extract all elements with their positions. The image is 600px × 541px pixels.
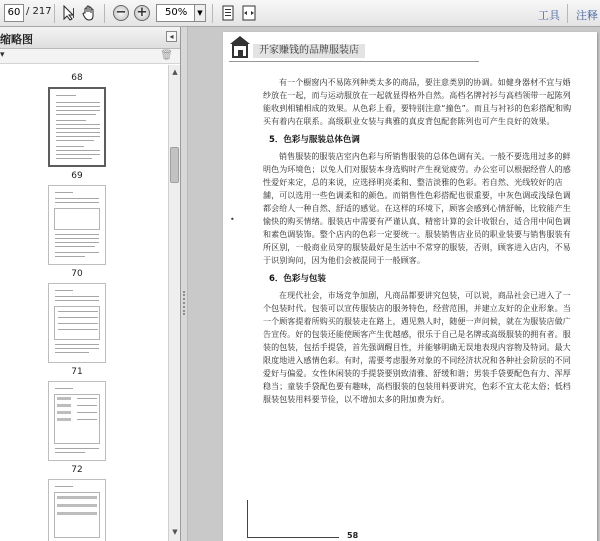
thumbnail-label: 68 [71,73,83,83]
margin-mark: • [230,215,235,224]
section-heading: 6．色彩与包装 [269,274,326,284]
paragraph: 在现代社会，市场竞争加剧，凡商品都要讲究包装，可以说，商品社会已进入了一个包装时代。包装可以宣传服装店的服务特色，经营范围，并建立友好的企业形象。当一个顾客提着所购买的服装走在路上，遇见熟人时，随便一声问候，就在为服装店做广告宣传。好的包装还能使顾客产生优越感，很乐于自己是名牌或高级服装的拥有者。服装的包装，包括手提袋，首先强调醒目性，并能够明确无误地表现内容物及特词。最大限度地进入感情色彩。有时，需要考虑服务对象的不同经济状况和各种社会阶层的不同爱好与偏爱。女性休闲装的手提袋要别致清雅、舒缓和谐；男装手袋要配色有力、浑厚稳当；童装手袋配色要有趣味，高档服装的包装用料要讲究，色彩不宜太花太俗；低档服装包装用料要节俭，以不增加太多的附加费为好。 [263,291,571,404]
document-page [223,32,597,541]
zoom-dropdown-toggle[interactable]: ▼ [194,4,206,22]
thumbnail-page-70[interactable] [48,185,106,265]
panel-splitter[interactable] [181,27,188,541]
panel-header [0,27,180,49]
thumbnail-label: 69 [71,171,83,181]
zoom-out-button[interactable] [112,4,130,22]
header-rule [229,61,479,62]
thumbnail-page-71[interactable] [48,283,106,363]
paragraph: 销售服装的服装店室内色彩与所销售服装的总体色调有关。一般不要选用过多的鲜明色为环境色；以兔人们对服装本身选购时产生视觉疲劳。办公室可以根据经营人的感性爱好来定，总的来说，应选择明亮柔和、整洁淡雅的色彩。若自然、光线较好的店舖，可以选用一些色调柔和的颜色。而销售性色彩搭配也很重要，中灰色调或浅绿色调都会给人一种自然、舒适的感觉。在这样的环境下，顾客会感到心情舒畅，比较能产生愉快的购买情绪。服装店中需要有严谨认真、精密计算的会计收银台，适合用中间色调和素色调装饰。整个店内的色彩一定要统一。服装销售店业员的职业装要与销售服装有所区别，一般商业员穿的服装最好是生活中不常穿的服装，否则，顾客进入店内，不易于识别询问，因为他们会被混同于一般顾客。 [263,152,571,265]
footer-rule [247,537,339,538]
thumbnail-page-69[interactable] [48,87,106,167]
tools-button[interactable]: 工具 [538,9,560,22]
section-heading: 5．色彩与服装总体色调 [269,135,360,145]
minus-icon: − [113,5,129,21]
thumbnail-label: 71 [71,367,83,377]
zoom-in-button[interactable] [133,4,151,22]
plus-icon: + [134,5,150,21]
thumbnail-list [0,65,168,541]
page-number: 58 [347,531,359,540]
paragraph: 有一个橱窗内不易陈列种类太多的商品，要注意类别的协调。如健身器材不宜与婚纱放在一起，而与运动服放在一起就显得格外自然。高档名牌衬衫与高档领带一起陈列能收到相辅相成的效果。从色彩上看，要特别注意“撞色”。而且与衬衫的色彩搭配和购买有着内在联系。高级职业女装与典雅的真皮背包配套陈列也可产生良好的效果。 [263,78,572,126]
panel-options-bar [0,49,180,64]
panel-collapse-button[interactable]: ◂ [166,31,177,42]
thumbnail-label: 70 [71,269,83,279]
footer-rule [247,500,248,538]
select-cursor-icon[interactable] [60,4,78,22]
scroll-down-icon[interactable]: ▼ [172,528,178,536]
toolbar-divider [212,4,213,23]
page-total-label: / 217 [26,6,52,17]
options-dropdown-icon[interactable]: ▾ [0,50,5,60]
thumbnail-scrollbar[interactable] [168,65,180,541]
storefront-logo-icon [229,36,251,62]
toolbar-divider [104,4,105,23]
fit-width-icon[interactable] [240,4,258,22]
thumbnail-page-72[interactable] [48,381,106,461]
page-body [263,76,573,406]
scrollbar-thumb[interactable] [170,147,179,183]
hand-tool-icon[interactable] [80,4,98,22]
running-header: 开家赚钱的品牌服装店 [253,44,365,58]
document-view[interactable] [189,27,600,541]
toolbar-divider [567,4,568,23]
trash-icon[interactable]: 🗑 [160,50,173,61]
fit-page-icon[interactable] [219,4,237,22]
page-number-input[interactable]: 60 [4,4,24,22]
panel-title: 缩略图 [0,33,33,46]
thumbnails-panel [0,27,181,541]
scroll-up-icon[interactable]: ▲ [172,68,178,76]
toolbar-divider [54,4,55,23]
thumbnail-page-73[interactable] [48,479,106,541]
toolbar [0,0,600,27]
thumbnail-label: 72 [71,465,83,475]
page-header [229,44,384,60]
splitter-grip[interactable] [183,291,185,315]
comment-button[interactable]: 注释 [576,9,598,22]
zoom-level-input[interactable]: 50% [156,4,196,22]
